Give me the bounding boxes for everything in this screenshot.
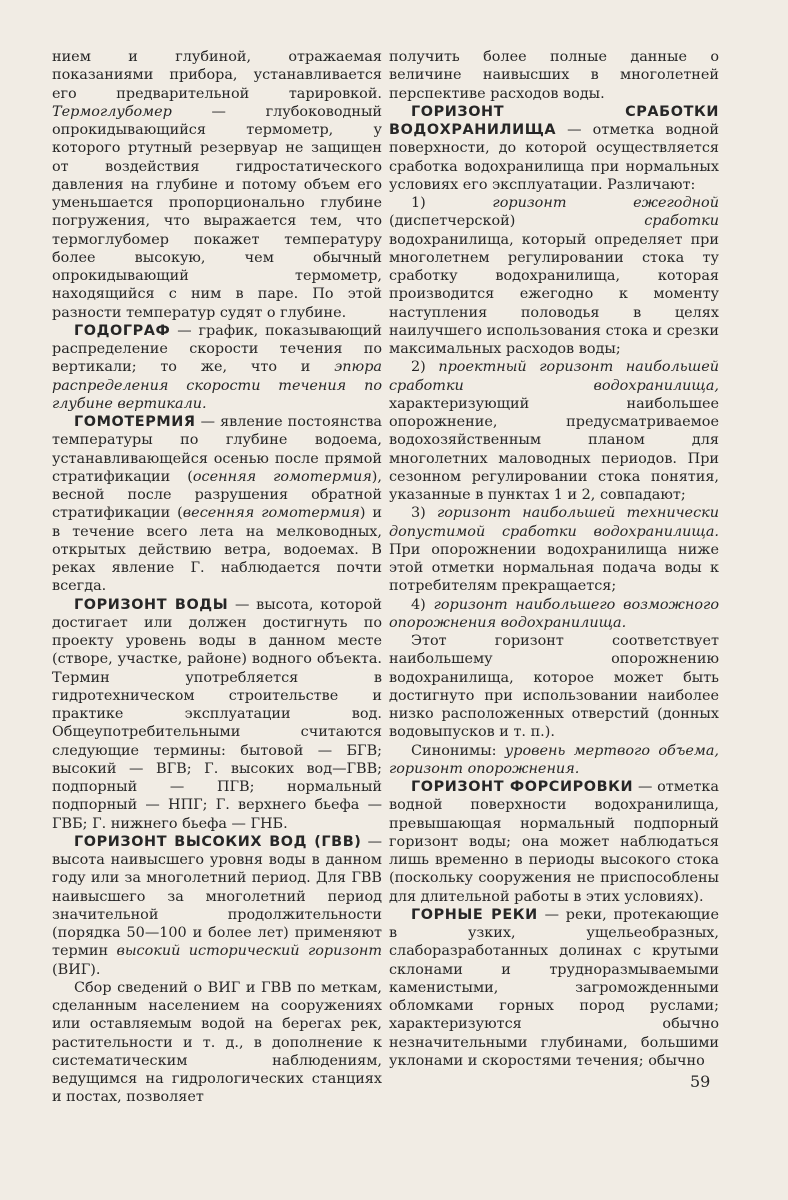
entry-gorizont-vody: ГОРИЗОНТ ВОДЫ — высота, которой достигает или должен достигнуть по проекту уровень воды в данном месте (створе, участке, районе) водного объекта. Термин употребляется в гидротехническом строительстве и практике эксплуатации вод. Общеупотребительными считаются следующие термины: бытовой — БГВ; высокий — ВГВ; Г. высоких вод—ГВВ; подпорный — ПГВ; нормальный подпорный — НПГ; Г. верхнего бьефа — ГВБ; Г. нижнего бьефа — ГНБ.	[52, 596, 382, 832]
entry-title: ГОДОГРАФ	[74, 322, 171, 339]
entry-gornye-reki: ГОРНЫЕ РЕКИ — реки, протекающие в узких, ущельеобразных, слаборазработанных долинах с крутыми склонами и труднoразмываемыми каменистыми, загроможденными обломками горных пород руслами; характеризуются обычно незначительными глубинами, большими уклонами и скоростями течения; обычно	[389, 906, 719, 1069]
entry-gomotermiya: ГОМОТЕРМИЯ — явление постоянства температуры по глубине водоема, устанавливающейся осенью после прямой стратификации (осенняя гомотермия), весной после разрушения обратной стратификации (весенняя гомотермия) и в течение всего лета на мелководных, открытых действию ветра, водоемах. В реках явление Г. наблюдается почти всегда.	[52, 414, 383, 595]
entry-title: ГОРИЗОНТ ВЫСОКИХ ВОД (ГВВ)	[74, 833, 362, 850]
entry-gorizont-srabotki: ГОРИЗОНТ СРАБОТКИ ВОДОХРАНИЛИЩА — отметка водной поверхности, до которой осуществляется сработка водохранилища при нормальных условиях его эксплуатации. Различают:	[389, 103, 719, 193]
paragraph-continued: получить более полные данные о величине наивысших в многолетней перспективе расходов воды.	[389, 49, 719, 102]
paragraph-etot: Этот горизонт соответствует наибольшему опорожнению водохранилища, которое может быть достигнуто при использовании наиболее низко расположенных отверстий (донных водовыпусков и т. п.).	[389, 633, 719, 741]
page-number: 59	[690, 1072, 711, 1091]
left-column	[52, 48, 382, 1107]
entry-title: ГОРНЫЕ РЕКИ	[411, 906, 538, 923]
entry-title: ГОМОТЕРМИЯ	[74, 414, 196, 430]
entry-title: ГОРИЗОНТ СРАБОТКИ ВОДОХРАНИЛИЩА	[389, 103, 719, 138]
entry-title: ГОРИЗОНТ ФОРСИРОВКИ	[411, 779, 634, 795]
list-item-3: 3) горизонт наибольшей технически допустимой сработки водохранилища. При опорожнении водохранилища ниже этой отметки нормальная подача воды к потребителям прекращается;	[389, 505, 719, 595]
paragraph-thermo: нием и глубиной, отражаемая показаниями прибора, устанавливается его предварительной тарировкой. Термоглубомер — глубоководный опрокидывающийся термометр, у которого ртутный резервуар не защищен от воздействия гидростатического давления на глубине и потому объем его уменьшается пропорционально глубине погружения, что выражается тем, что термоглубомер покажет температуру более высокую, чем обычный опрокидывающий термометр, находящийся с ним в паре. По этой разности температур судят о глубине.	[52, 49, 382, 321]
list-item-2: 2) проектный горизонт наибольшей сработки водохранилища, характеризующий наибольшее опорожнение, предусматриваемое водохозяйственным планом для многолетних маловодных периодов. При сезонном регулировании стока понятия, указанные в пунктах 1 и 2, совпадают;	[389, 359, 719, 503]
entry-gorizont-forsirovki: ГОРИЗОНТ ФОРСИРОВКИ — отметка водной поверхности водохранилища, превышающая нормальный подпорный горизонт воды; она может наблюдаться лишь временно в периоды высокого стока (поскольку сооружения не приспособлены для длительной работы в этих условиях).	[389, 779, 719, 905]
paragraph-sbor: Сбор сведений о ВИГ и ГВВ по меткам, сделанным населением на сооружениях или оставляемым водой на берегах рек, растительности и т. д., в дополнение к систематическим наблюдениям, ведущимся на гидрологических станциях и постах, позволяет	[52, 979, 382, 1106]
list-item-1: 1) горизонт ежегодной (диспетчерской) сработки водохранилища, который определяет при многолетнем регулировании стока ту сработку водохранилища, которая производится ежегодно к моменту наступления половодья в целях наилучшего использования стока и срезки максимальных расходов воды;	[389, 195, 719, 357]
entry-title: ГОРИЗОНТ ВОДЫ	[74, 596, 229, 613]
entry-godograf: ГОДОГРАФ — график, показывающий распределение скорости течения по вертикали; то же, что и эпюра распределения скорости течения по глубине вертикали.	[52, 322, 382, 412]
list-item-4: 4) горизонт наибольшего возможного опорожнения водохранилища.	[389, 596, 719, 631]
paragraph-synonyms: Синонимы: уровень мертвого объема, горизонт опорожнения.	[389, 742, 719, 777]
term-termoglubomer: Термоглубомер	[52, 103, 172, 120]
entry-gvv: ГОРИЗОНТ ВЫСОКИХ ВОД (ГВВ) — высота наивысшего уровня воды в данном году или за многолетний период. Для ГВВ наивысшего за многолетний период значительной продолжительности (порядка 50—100 и более лет) применяют термин высокий исторический горизонт (ВИГ).	[52, 833, 383, 978]
right-column	[389, 48, 719, 1070]
